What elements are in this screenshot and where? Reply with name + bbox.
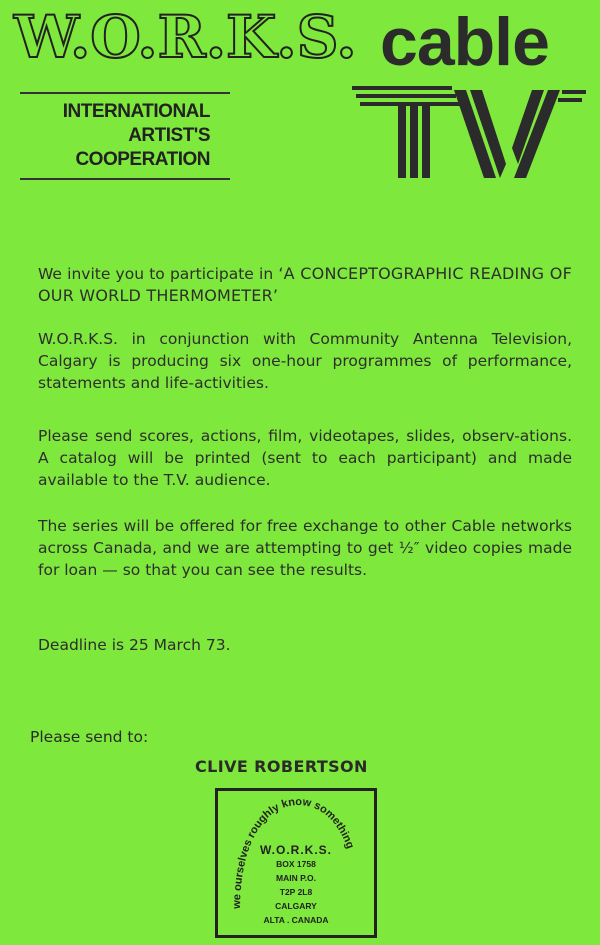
submission-paragraph: Please send scores, actions, film, videotapes, slides, observ-ations. A catalog will be printed (sent to each participant) and made available to the T.V. audience. <box>38 427 572 489</box>
iac-line-2: ARTIST'S <box>128 125 210 146</box>
iac-line-3: COOPERATION <box>75 149 210 170</box>
stamp-line-2: BOX 1758 <box>276 859 316 869</box>
iac-line-1: INTERNATIONAL <box>62 101 210 122</box>
stamp-arc-top: roughly know <box>245 795 313 840</box>
top-rule <box>20 92 230 94</box>
cable-wordmark: cable <box>380 4 549 80</box>
send-to-label: Please send to: <box>30 728 149 746</box>
exchange-paragraph: The series will be offered for free exchange to other Cable networks across Canada, and we are attempting to get ½″ video copies made for loan — so that you can see the results. <box>38 517 572 579</box>
deadline-text: Deadline is 25 March 73. <box>38 636 231 654</box>
tv-logo <box>348 86 588 186</box>
stamp-line-4: T2P 2L8 <box>279 887 313 897</box>
programme-paragraph: W.O.R.K.S. in conjunction with Community Antenna Television, Calgary is producing six one-hour programmes of performance, statements and life-activities. <box>38 330 572 392</box>
stamp-line-1: W.O.R.K.S. <box>259 843 332 857</box>
bottom-rule <box>20 178 230 180</box>
address-stamp <box>215 788 377 938</box>
works-logo: W.O.R.K.S. <box>14 3 357 71</box>
stamp-line-5: CALGARY <box>275 901 317 911</box>
invitation-paragraph <box>38 263 572 307</box>
project-title: ‘A CONCEPTOGRAPHIC READING OF OUR WORLD THERMOMETER’ <box>38 264 572 305</box>
stamp-address <box>218 843 374 927</box>
invitation-lead: We invite you to participate in <box>38 265 279 283</box>
stamp-line-3: MAIN P.O. <box>276 873 316 883</box>
recipient-name: CLIVE ROBERTSON <box>195 757 368 776</box>
stamp-line-6: ALTA . CANADA <box>263 915 329 925</box>
stamp-arc-left: we ourselves <box>230 837 255 909</box>
iac-block <box>20 100 210 172</box>
stamp-arc-right: something <box>312 799 357 851</box>
